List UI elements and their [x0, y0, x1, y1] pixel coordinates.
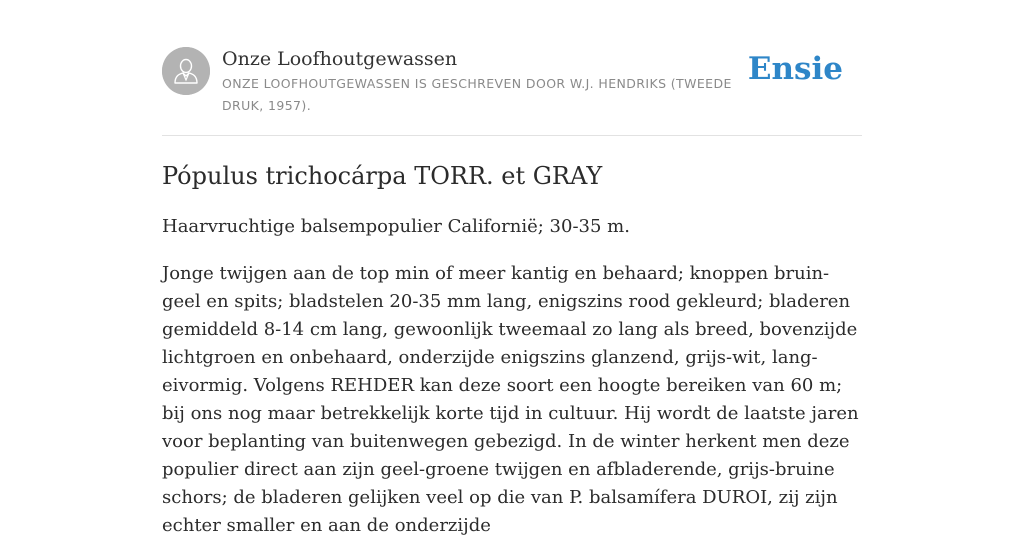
book-description: ONZE LOOFHOUTGEWASSEN IS GESCHREVEN DOOR W.J. HENDRIKS (TWEEDE DRUK, 1957). — [222, 76, 732, 113]
entry-subtitle: Haarvruchtige balsempopulier Californië; 30-35 m. — [162, 216, 630, 237]
page — [162, 0, 862, 540]
entry-title: Pópulus trichocárpa TORR. et GRAY — [162, 162, 603, 190]
book-header — [162, 47, 862, 136]
user-icon[interactable] — [162, 47, 210, 95]
brand-logo[interactable]: Ensie — [747, 51, 843, 87]
entry-body: Jonge twijgen aan de top min of meer kantig en behaard; knoppen bruin-geel en spits; bladstelen 20-35 mm lang, enigszins rood gekleurd; bladeren gemiddeld 8-14 cm lang, gewoonlijk tweemaal zo lang als breed, bovenzijde lichtgroen en onbehaard, onderzijde enigszins glanzend, grijs-wit, lang-eivormig. Volgens REHDER kan deze soort een hoogte bereiken van 60 m; bij ons nog maar betrekkelijk korte tijd in cultuur. Hij wordt de laatste jaren voor beplanting van buitenwegen gebezigd. In de winter herkent men deze populier direct aan zijn geel-groene twijgen en afbladerende, grijs-bruine schors; de bladeren gelijken veel op die van P. balsamífera DUROI, zij zijn echter smaller en aan de onderzijde — [162, 263, 859, 536]
book-title[interactable]: Onze Loofhoutgewassen — [222, 48, 458, 70]
